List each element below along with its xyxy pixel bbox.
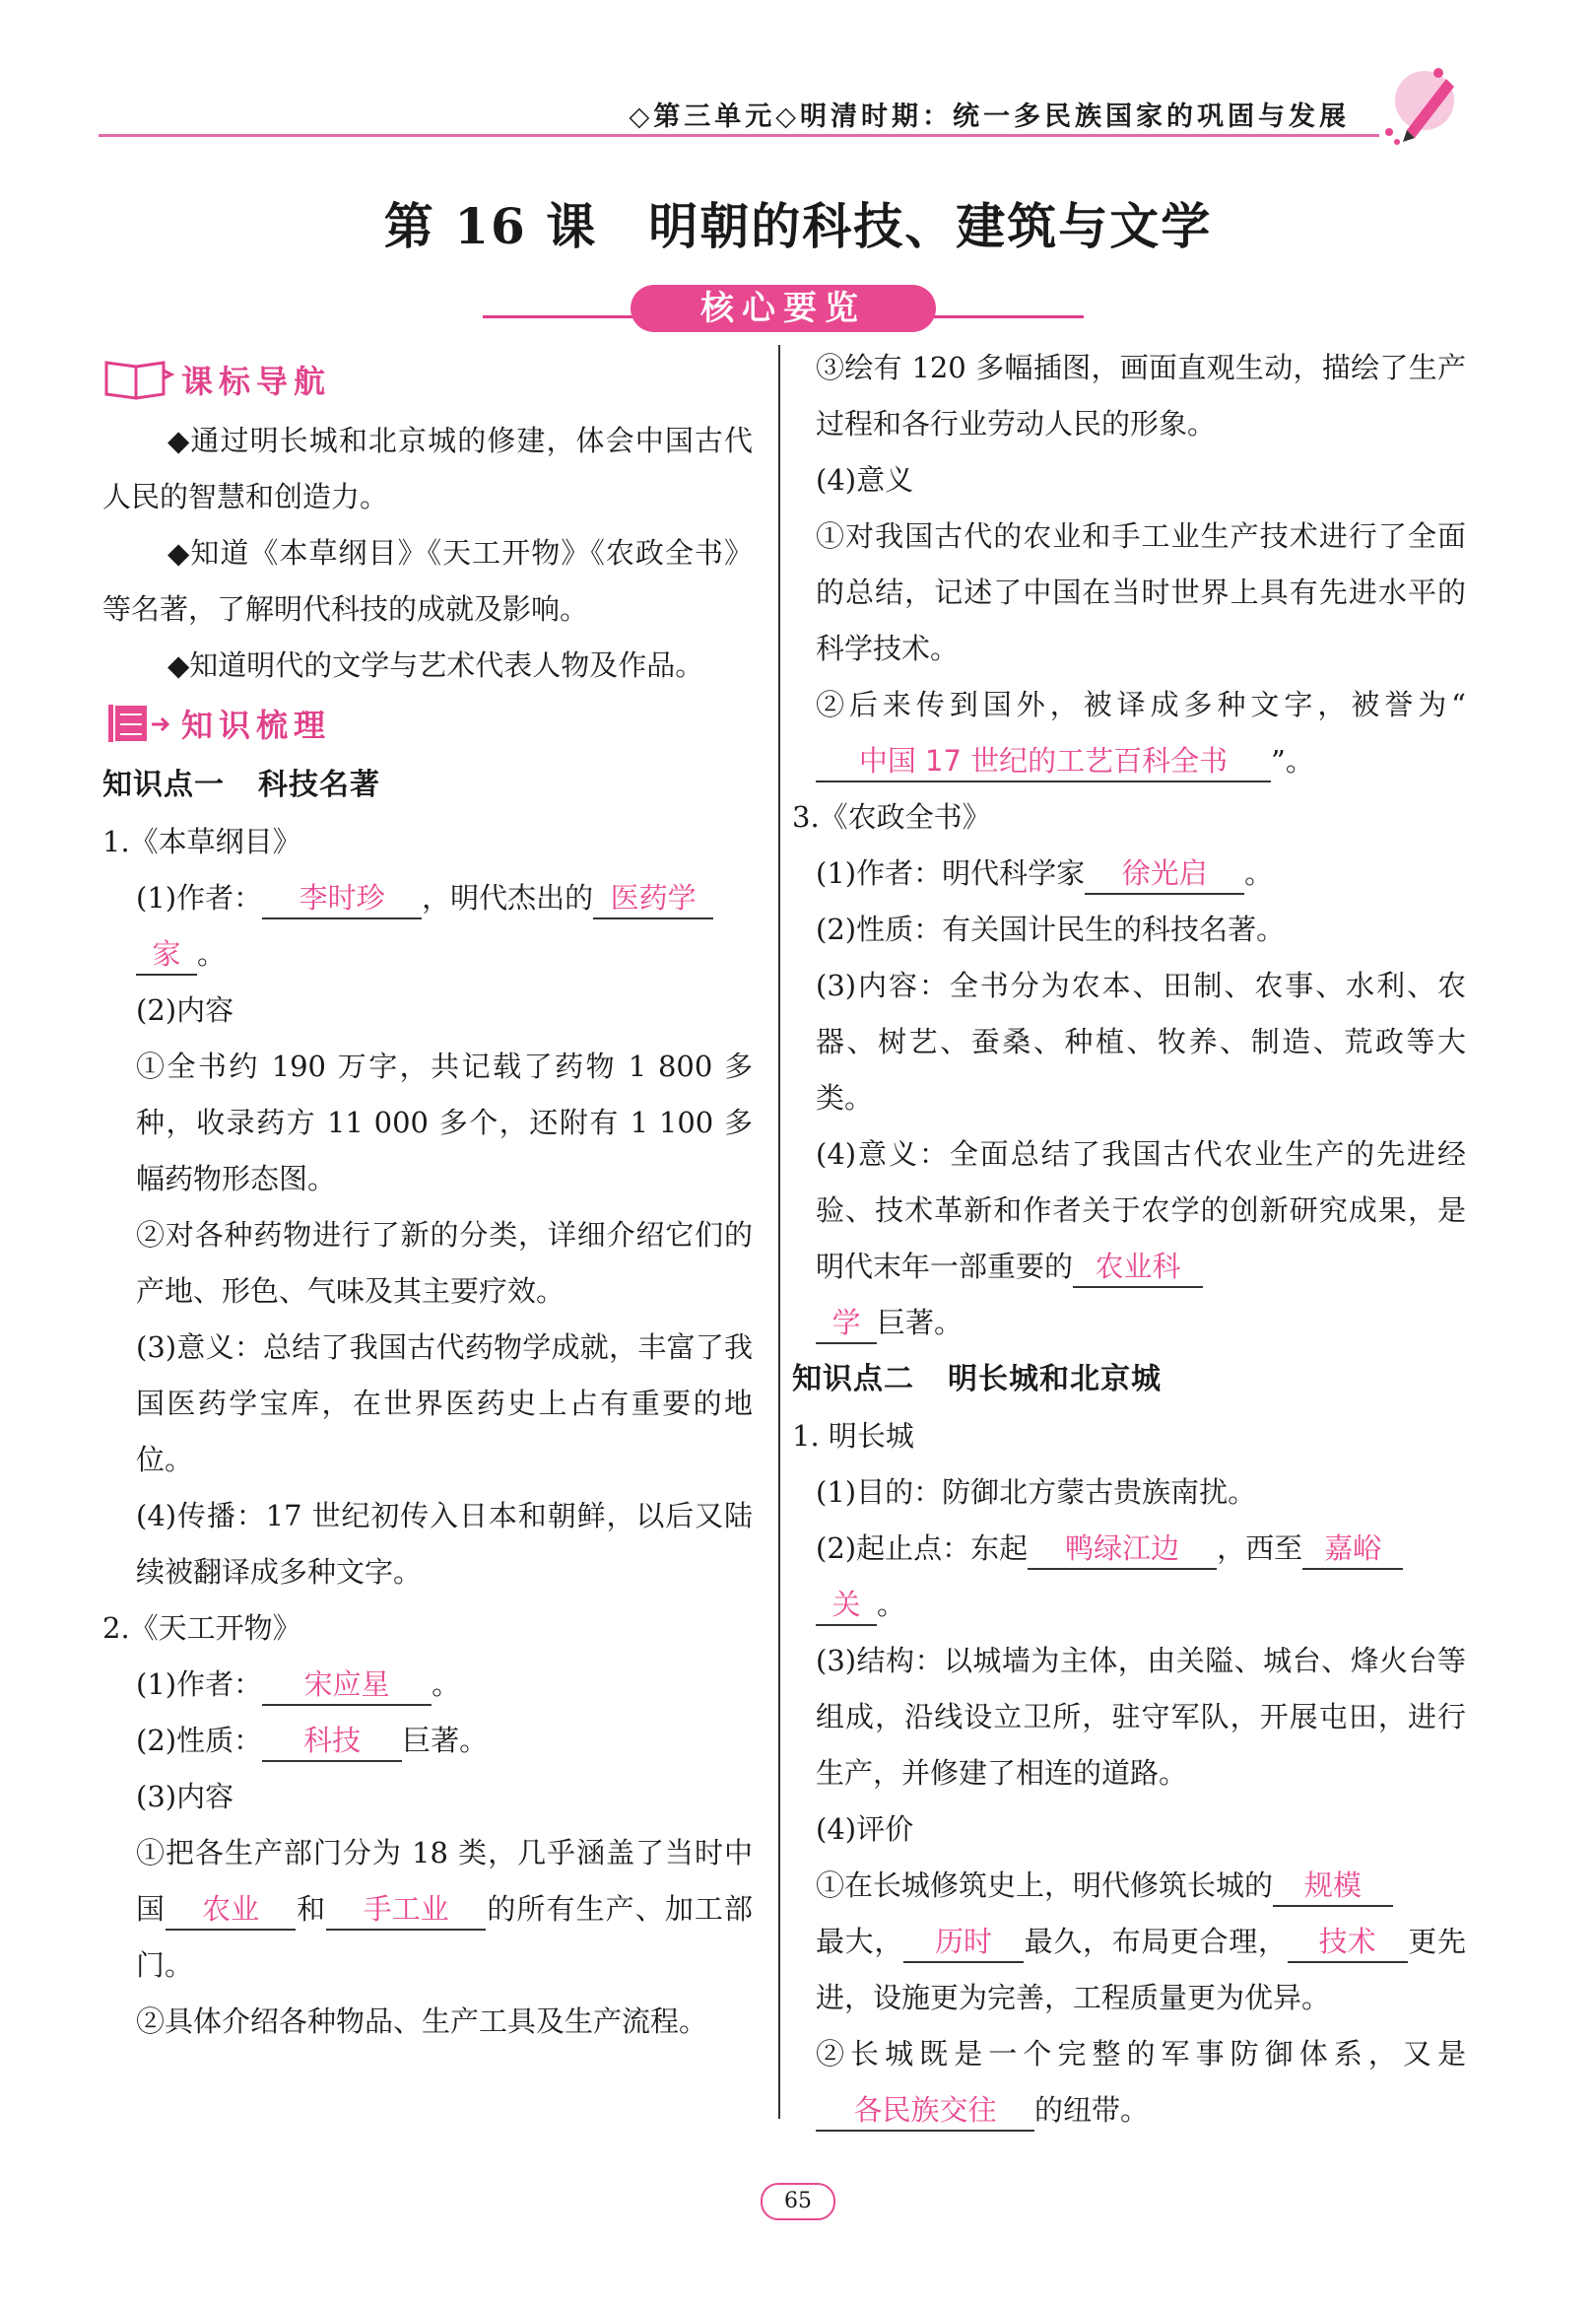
answer-blank: 学 — [816, 1303, 877, 1344]
meaning-title: (4)意义 — [816, 463, 914, 497]
right-column — [792, 340, 1466, 2139]
unit-header: ◇第三单元◇明清时期：统一多民族国家的巩固与发展 — [629, 102, 1350, 132]
meaning-text: (4)意义：全面总结了我国古代农业生产的先进经验、技术革新和作者关于农学的创新研究成果，是明代末年一部重要的 农业科 学 巨著。 — [816, 1126, 1466, 1351]
meaning-item: ①对我国古代的农业和手工业生产技术进行了全面的总结，记述了中国在当时世界上具有先进水平的科学技术。 — [816, 519, 1466, 665]
eval-item: ①在长城修筑史上，明代修筑长城的 规模 最大， 历时 最久，布局更合理， 技术 更先进，设施更为完善，工程质量更为优异。 — [816, 1858, 1466, 2026]
book-title: 2.《天工开物》 — [102, 1611, 301, 1645]
knowledge-point-heading: 知识点二 明长城和北京城 — [792, 1362, 1162, 1396]
header-rule — [99, 134, 1379, 137]
answer-blank: 农业科 — [1073, 1247, 1203, 1288]
answer-blank: 各民族交往 — [816, 2090, 1034, 2132]
section-heading-curriculum — [102, 354, 753, 405]
page-footer — [0, 2183, 1596, 2220]
eval-item: ②长城既是一个完整的军事防御体系，又是各民族交往 的纽带。 — [816, 2026, 1466, 2139]
core-overview-banner: 核心要览 — [631, 285, 936, 332]
section-heading-label: 知识梳理 — [181, 707, 332, 744]
answer-blank: 医药学 — [593, 878, 713, 919]
answer-blank: 嘉峪 — [1302, 1528, 1403, 1570]
answer-blank: 技术 — [1288, 1922, 1408, 1963]
answer-blank: 李时珍 — [262, 878, 422, 919]
content-title: (2)内容 — [136, 993, 234, 1027]
section-heading-label: 课标导航 — [181, 363, 332, 400]
pencil-deco-icon — [1377, 61, 1466, 148]
answer-blank: 规模 — [1273, 1866, 1393, 1907]
tiangong-nature-line: (2)性质： 科技 巨著。 — [102, 1713, 753, 1769]
content-title: (3)内容 — [136, 1780, 234, 1813]
meaning-item: ②后来传到国外，被译成多种文字，被誉为“中国 17 世纪的工艺百科全书 ”。 — [816, 677, 1466, 789]
answer-blank: 鸭绿江边 — [1028, 1528, 1217, 1570]
book-icon — [102, 357, 175, 402]
notebook-icon — [102, 701, 175, 746]
answer-blank: 关 — [816, 1585, 877, 1626]
column-divider — [778, 345, 780, 2119]
content-item: ②对各种药物进行了新的分类，详细介绍它们的产地、形色、气味及其主要疗效。 — [136, 1218, 753, 1308]
answer-blank: 中国 17 世纪的工艺百科全书 — [816, 741, 1271, 782]
nongzheng-author-line: (1)作者：明代科学家 徐光启 。 — [816, 846, 1466, 902]
answer-blank: 宋应星 — [262, 1664, 432, 1706]
book-title: 3.《农政全书》 — [792, 800, 991, 834]
answer-blank: 历时 — [903, 1922, 1024, 1963]
answer-blank: 农业 — [166, 1889, 296, 1931]
structure-text: (3)结构：以城墙为主体，由关隘、城台、烽火台等组成，沿线设立卫所，驻守军队，开展屯田，进行生产，并修建了相连的道路。 — [816, 1644, 1466, 1790]
answer-blank: 家 — [136, 934, 197, 976]
page-number: 65 — [761, 2183, 835, 2220]
answer-blank: 手工业 — [326, 1889, 486, 1931]
lesson-title: 第 16 课 明朝的科技、建筑与文学 — [383, 197, 1213, 255]
meaning-text: (3)意义：总结了我国古代药物学成就，丰富了我国医药学宝库，在世界医药史上占有重要的地位。 — [136, 1330, 753, 1476]
curriculum-item: ◆通过明长城和北京城的修建，体会中国古代人民的智慧和创造力。 — [102, 424, 753, 513]
section-heading-knowledge — [102, 698, 753, 749]
content-text: (3)内容：全书分为农本、田制、农事、水利、农器、树艺、蚕桑、种植、牧养、制造、荒政等大类。 — [816, 969, 1466, 1115]
book-title: 1.《本草纲目》 — [102, 825, 301, 858]
curriculum-item: ◆知道《本草纲目》《天工开物》《农政全书》等名著，了解明代科技的成就及影响。 — [102, 536, 753, 626]
knowledge-point-heading: 知识点一 科技名著 — [102, 768, 380, 802]
topic-title: 1. 明长城 — [792, 1419, 914, 1453]
content-item: ①把各生产部门分为 18 类，几乎涵盖了当时中国 农业 和 手工业 的所有生产、加工部门。 — [136, 1836, 753, 1982]
tiangong-author-line: (1)作者： 宋应星 。 — [102, 1657, 753, 1713]
content-item: ③绘有 120 多幅插图，画面直观生动，描绘了生产过程和各行业劳动人民的形象。 — [816, 351, 1466, 441]
spread-text: (4)传播：17 世纪初传入日本和朝鲜，以后又陆续被翻译成多种文字。 — [136, 1499, 753, 1589]
curriculum-item: ◆知道明代的文学与艺术代表人物及作品。 — [167, 648, 704, 682]
left-column — [102, 350, 753, 2050]
nature-text: (2)性质：有关国计民生的科技名著。 — [816, 913, 1286, 946]
answer-blank: 科技 — [262, 1721, 402, 1762]
answer-blank: 徐光启 — [1085, 853, 1244, 895]
content-item: ②具体介绍各种物品、生产工具及生产流程。 — [136, 2004, 708, 2038]
eval-title: (4)评价 — [816, 1812, 914, 1846]
bencao-author-line: (1)作者： 李时珍 ，明代杰出的 医药学 家 。 — [102, 870, 753, 983]
purpose-text: (1)目的：防御北方蒙古贵族南扰。 — [816, 1475, 1257, 1509]
range-line: (2)起止点：东起 鸭绿江边 ，西至 嘉峪 关 。 — [816, 1521, 1466, 1633]
content-item: ①全书约 190 万字，共记载了药物 1 800 多种，收录药方 11 000 多个，还附有 1 100 多幅药物形态图。 — [136, 1050, 753, 1195]
